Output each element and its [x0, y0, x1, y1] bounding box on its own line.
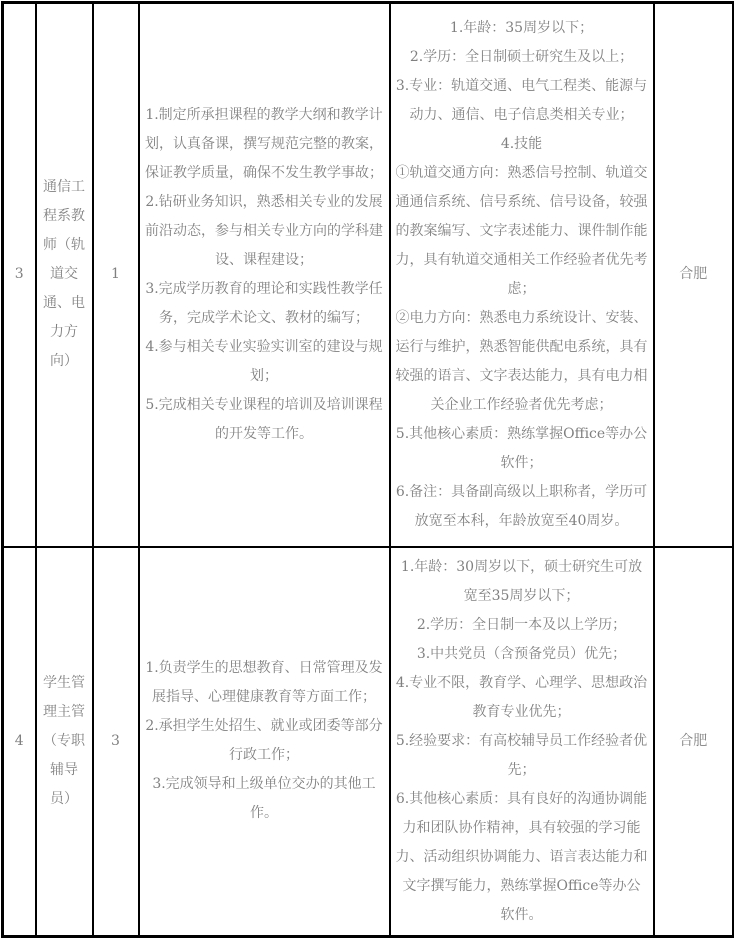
job-duties-cell	[139, 547, 390, 937]
list-paragraph: 2.学历：全日制硕士研究生及以上；	[409, 48, 634, 65]
list-paragraph: 3.专业：轨道交通、电气工程类、能源与动力、通信、电子信息类相关专业；	[395, 77, 648, 123]
list-paragraph: ②电力方向：熟悉电力系统设计、安装、运行与维护，熟悉智能供配电系统，具有较强的语言、文字表达能力，具有电力相关企业工作经验者优先考虑；	[395, 309, 648, 413]
list-paragraph: 5.完成相关专业课程的培训及培训课程的开发等工作。	[145, 396, 383, 442]
work-location-cell: 合肥	[654, 3, 734, 547]
list-paragraph: 4.专业不限，教育学、心理学、思想政治教育专业优先；	[395, 674, 648, 720]
list-paragraph: 4.技能	[500, 135, 543, 152]
list-paragraph: 1.负责学生的思想教育、日常管理及发展指导、心理健康教育等方面工作；	[145, 660, 383, 706]
job-requirements-cell	[390, 547, 654, 937]
row-number-cell: 3	[3, 3, 36, 547]
list-paragraph: 2.承担学生处招生、就业或团委等部分行政工作；	[145, 718, 383, 764]
list-paragraph: 5.其他核心素质：熟练掌握Office等办公软件；	[395, 425, 648, 471]
table-row-4	[3, 547, 734, 937]
list-paragraph: 3.完成学历教育的理论和实践性教学任务，完成学术论文、教材的编写；	[145, 280, 383, 326]
list-paragraph: 6.备注：具备副高级以上职称者，学历可放宽至本科，年龄放宽至40周岁。	[395, 483, 648, 529]
position-title-cell	[36, 3, 93, 547]
list-paragraph: 3.中共党员（含预备党员）优先；	[416, 645, 627, 662]
list-paragraph: ①轨道交通方向：熟悉信号控制、轨道交通通信系统、信号系统、信号设备，较强的教案编写、文字表述能力、课件制作能力，具有轨道交通相关工作经验者优先考虑；	[395, 164, 648, 297]
work-location-cell: 合肥	[654, 547, 734, 937]
position-title-text: 学生管理主管（专职辅导员）	[43, 674, 85, 807]
list-paragraph: 4.参与相关专业实验实训室的建设与规划；	[145, 338, 383, 384]
position-title-text: 通信工程系教师（轨道交通、电力方向）	[43, 179, 85, 370]
table-row-3	[3, 3, 734, 547]
recruitment-table	[1, 1, 734, 938]
position-title-cell	[36, 547, 93, 937]
list-paragraph: 3.完成领导和上级单位交办的其他工作。	[152, 776, 376, 822]
job-requirements-cell	[390, 3, 654, 547]
list-paragraph: 2.学历：全日制一本及以上学历；	[416, 616, 627, 633]
headcount-cell: 3	[93, 547, 139, 937]
list-paragraph: 5.经验要求：有高校辅导员工作经验者优先；	[395, 732, 648, 778]
job-duties-cell	[139, 3, 390, 547]
list-paragraph: 1.年龄：35周岁以下；	[449, 19, 594, 36]
list-paragraph: 1.制定所承担课程的教学大纲和教学计划，认真备课，撰写规范完整的教案，保证教学质量，确保不发生教学事故；	[145, 106, 383, 181]
row-number-cell: 4	[3, 547, 36, 937]
list-paragraph: 1.年龄：30周岁以下，硕士研究生可放宽至35周岁以下；	[400, 558, 643, 604]
headcount-cell: 1	[93, 3, 139, 547]
list-paragraph: 2.钻研业务知识，熟悉相关专业的发展前沿动态，参与相关专业方向的学科建设、课程建设；	[145, 193, 383, 268]
list-paragraph: 6.其他核心素质：具有良好的沟通协调能力和团队协作精神，具有较强的学习能力、活动组织协调能力、语言表达能力和文字撰写能力，熟练掌握Office等办公软件。	[395, 790, 648, 923]
